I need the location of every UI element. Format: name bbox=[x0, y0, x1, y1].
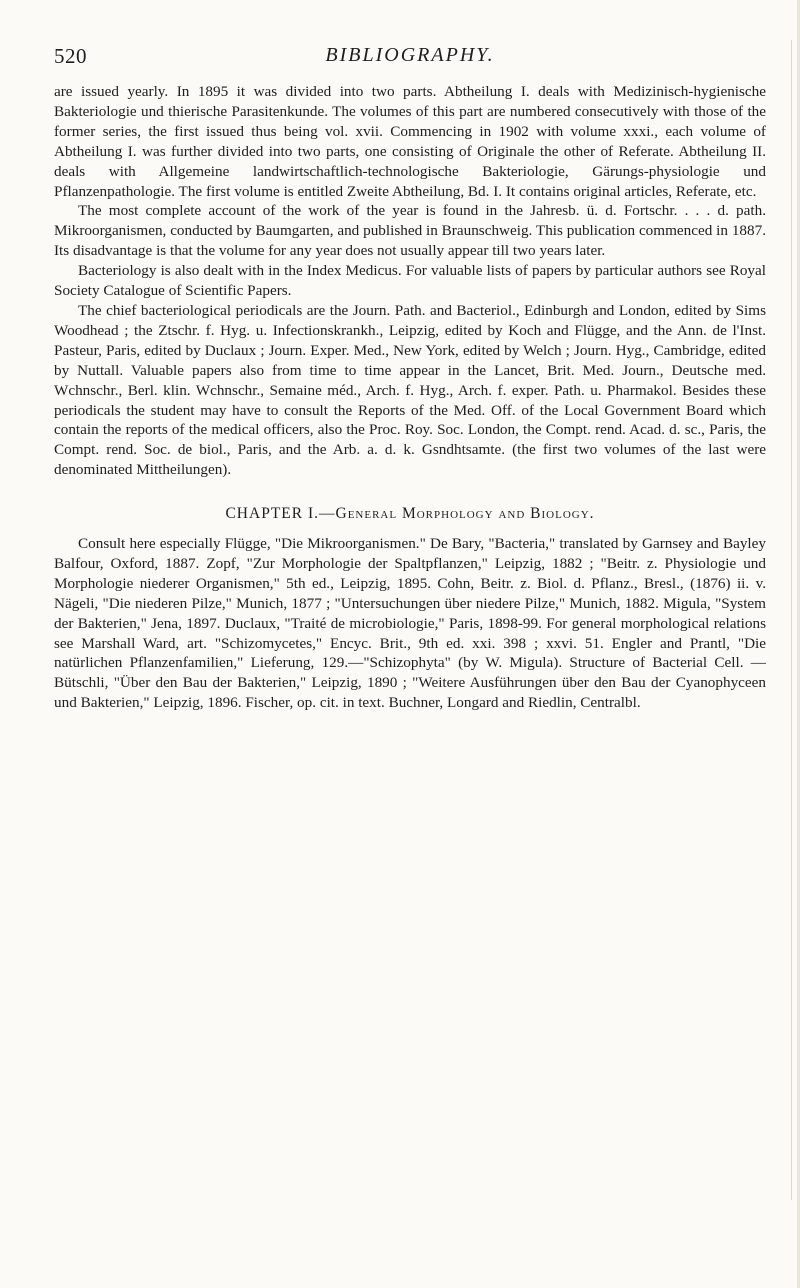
body-text bbox=[54, 82, 766, 713]
chapter-paragraph: Consult here especially Flügge, "Die Mikroorganismen." De Bary, "Bacteria," translated by Garnsey and Bayley Balfour, Oxford, 1887. Zopf, "Zur Morphologie der Spaltpflanzen," Leipzig, 1882 ; "Beitr. z. Physiologie und Morphologie niederer Organismen," 5th ed., Leipzig, 1895. Cohn, Beitr. z. Biol. d. Pflanz., Bresl., (1876) ii. v. Nägeli, "Die niederen Pilze," Munich, 1877 ; "Untersuchungen über niedere Pilze," Munich, 1882. Migula, "System der Bakterien," Jena, 1897. Duclaux, "Traité de microbiologie," Paris, 1898-99. For general morphological relations see Marshall Ward, art. "Schizomycetes," Encyc. Brit., 9th ed. xxi. 398 ; xxvi. 51. Engler and Prantl, "Die natürlichen Pflanzenfamilien," Lieferung, 129.—"Schizophyta" (by W. Migula). Structure of Bacterial Cell. —Bütschli, "Über den Bau der Bakterien," Leipzig, 1890 ; "Weitere Ausführungen über den Bau der Cyanophyceen und Bakterien," Leipzig, 1896. Fischer, op. cit. in text. Buchner, Longard and Riedlin, Centralbl. bbox=[54, 535, 766, 712]
running-head: BIBLIOGRAPHY. bbox=[325, 44, 495, 66]
page-number: 520 bbox=[54, 44, 87, 68]
book-page bbox=[54, 44, 766, 713]
paragraph-3: Bacteriology is also dealt with in the Index Medicus. For valuable lists of papers by particular authors see Royal Society Catalogue of Scientific Papers. bbox=[54, 262, 766, 300]
page-header bbox=[54, 44, 766, 82]
page-fold-line bbox=[791, 40, 792, 1200]
paragraph-1: are issued yearly. In 1895 it was divided into two parts. Abtheilung I. deals with Medizinisch-hygienische Bakteriologie und thierische Parasitenkunde. The volumes of this part are numbered consecutively with those of the former series, the first issued thus being vol. xvii. Commencing in 1902 with volume xxxi., each volume of Abtheilung I. was further divided into two parts, one consisting of Originale the other of Referate. Abtheilung II. deals with Allgemeine landwirtschaftlich-technologische Bakteriologie, Gärungs-physiologie und Pflanzenpathologie. The first volume is entitled Zweite Abtheilung, Bd. I. It contains original articles, Referate, etc. bbox=[54, 83, 766, 200]
chapter-heading: CHAPTER I.—General Morphology and Biology. bbox=[225, 505, 595, 523]
paragraph-4: The chief bacteriological periodicals are the Journ. Path. and Bacteriol., Edinburgh and London, edited by Sims Woodhead ; the Ztschr. f. Hyg. u. Infectionskrankh., Leipzig, edited by Koch and Flügge, and the Ann. de l'Inst. Pasteur, Paris, edited by Duclaux ; Journ. Exper. Med., New York, edited by Welch ; Journ. Hyg., Cambridge, edited by Nuttall. Valuable papers also from time to time appear in the Lancet, Brit. Med. Journ., Deutsche med. Wchnschr., Berl. klin. Wchnschr., Semaine méd., Arch. f. Hyg., Arch. f. exper. Path. u. Pharmakol. Besides these periodicals the student may have to consult the Reports of the Med. Off. of the Local Government Board which contain the reports of the medical officers, also the Proc. Roy. Soc. London, the Compt. rend. Acad. d. sc., Paris, the Compt. rend. Soc. de biol., Paris, and the Arb. a. d. k. Gsndhtsamte. (the first two volumes of the last were denominated Mittheilungen). bbox=[54, 301, 766, 479]
paragraph-2: The most complete account of the work of the year is found in the Jahresb. ü. d. Fortschr. . . . d. path. Mikroorganismen, conducted by Baumgarten, and published in Braunschweig. This publication commenced in 1887. Its disadvantage is that the volume for any year does not usually appear till two years later. bbox=[54, 202, 766, 260]
